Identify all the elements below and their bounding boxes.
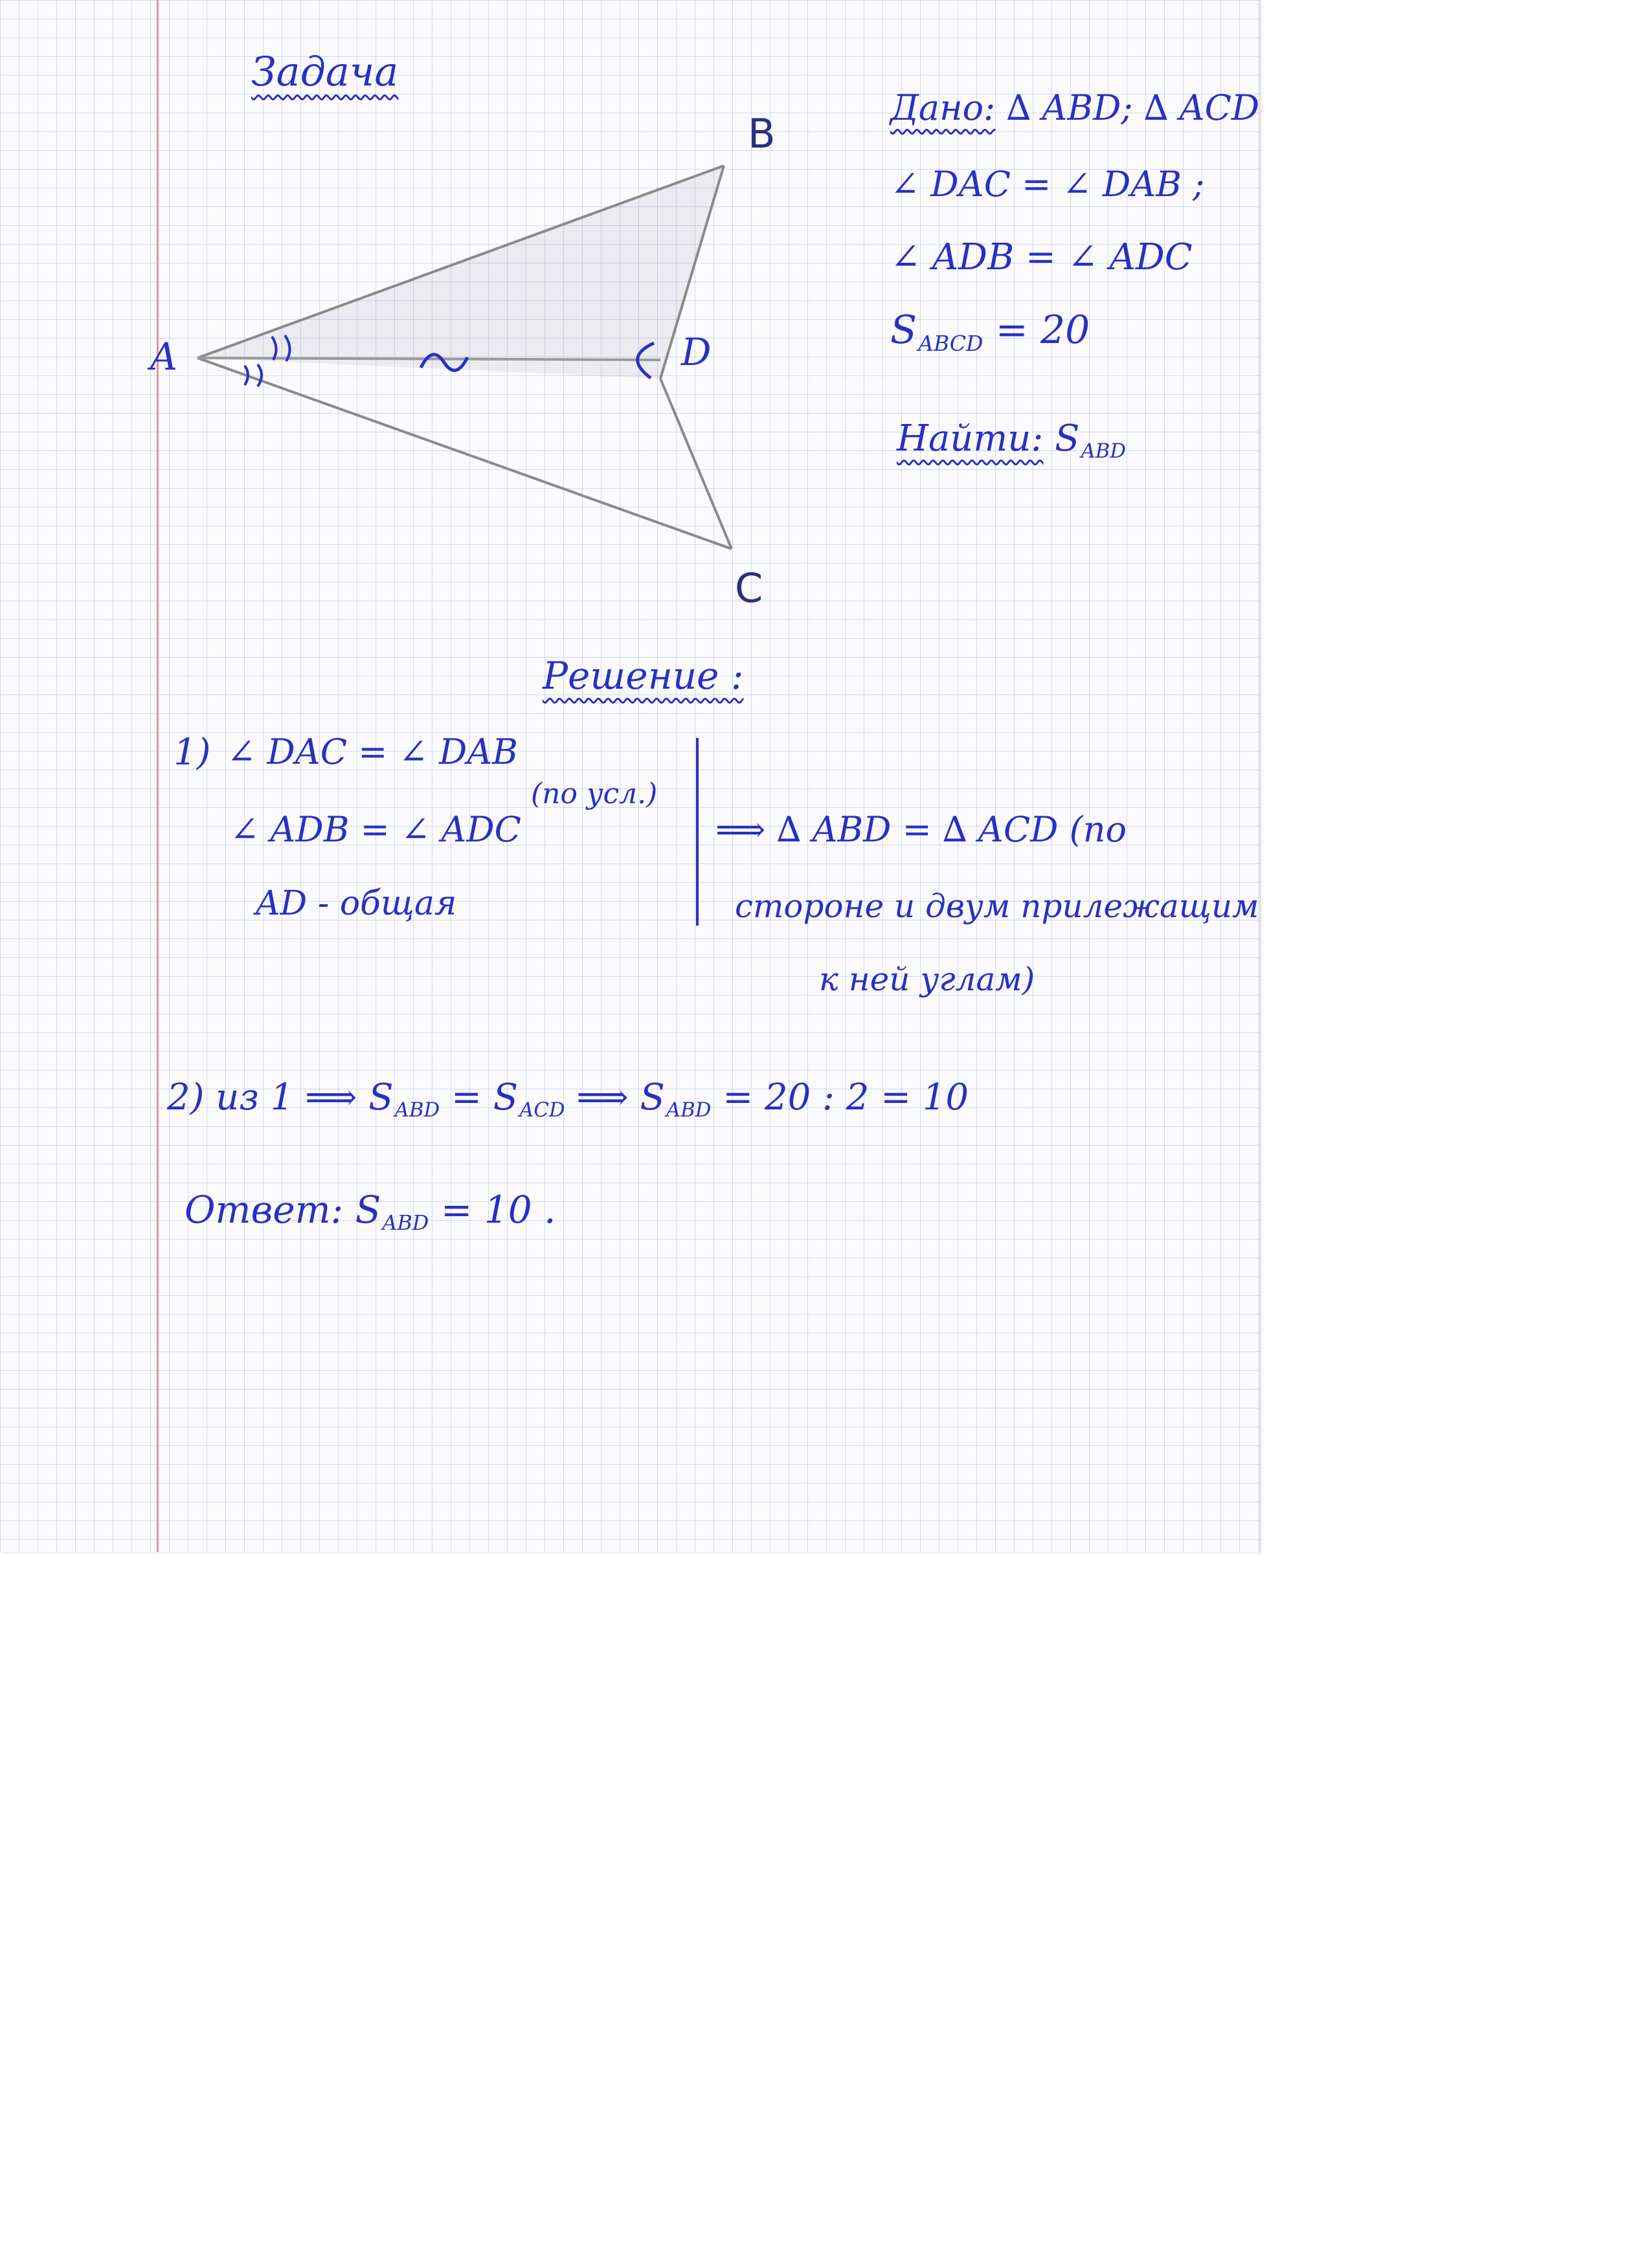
given-block bbox=[890, 87, 1260, 128]
given-area-sub: ABCD bbox=[918, 330, 983, 356]
given-area-s: S bbox=[890, 307, 917, 353]
solution-heading: Решение : bbox=[543, 654, 744, 698]
find-heading: Найти: bbox=[897, 417, 1044, 460]
answer-label: Ответ: bbox=[185, 1188, 344, 1232]
step1-result-line2: стороне и двум прилежащим bbox=[735, 887, 1259, 925]
find-sub: ABD bbox=[1081, 439, 1127, 463]
step2-result: = 20 : 2 = 10 bbox=[723, 1076, 969, 1118]
angle-mark-dac-2 bbox=[258, 364, 262, 386]
brace-line bbox=[696, 738, 699, 926]
vertex-label-b: B bbox=[748, 110, 776, 157]
answer-sub: ABD bbox=[382, 1210, 429, 1236]
vertex-label-c: C bbox=[735, 564, 763, 612]
step1-result-line1: ⟹ ∆ ABD = ∆ ACD (по bbox=[715, 809, 1127, 850]
given-angle-d: ∠ ADB = ∠ ADC bbox=[890, 236, 1193, 278]
step2-s2-sub: ACD bbox=[519, 1098, 565, 1122]
step1-line2: ∠ ADB = ∠ ADC bbox=[230, 809, 521, 850]
find-s: S bbox=[1055, 417, 1080, 460]
step2-s3-sub: ABD bbox=[666, 1098, 712, 1122]
answer-s: S bbox=[355, 1188, 381, 1232]
step1-line1: ∠ DAC = ∠ DAB bbox=[227, 731, 518, 772]
step2 bbox=[167, 1076, 969, 1122]
given-heading: Дано: bbox=[890, 87, 996, 128]
given-angle-a: ∠ DAC = ∠ DAB ; bbox=[890, 164, 1205, 205]
answer bbox=[185, 1188, 556, 1236]
step1-note: (по усл.) bbox=[531, 777, 658, 810]
step2-s3: S bbox=[640, 1076, 665, 1118]
step2-s1-sub: ABD bbox=[394, 1098, 440, 1122]
vertex-label-d: D bbox=[681, 330, 712, 374]
step2-eq: = bbox=[451, 1076, 493, 1118]
given-area-value: = 20 bbox=[995, 307, 1090, 353]
problem-title: Задача bbox=[251, 48, 399, 95]
vertex-label-a: A bbox=[150, 335, 177, 379]
segment-dc bbox=[660, 379, 732, 549]
step2-prefix: 2) из 1 ⟹ bbox=[167, 1076, 369, 1118]
step2-arrow: ⟹ bbox=[576, 1076, 640, 1118]
given-area bbox=[890, 307, 1090, 356]
step1-result-line3: к ней углам) bbox=[819, 961, 1035, 998]
given-triangles: ∆ ABD; ∆ ACD bbox=[1006, 87, 1260, 128]
step1-number: 1) bbox=[174, 731, 211, 773]
step2-s2: S bbox=[493, 1076, 519, 1118]
step2-s1: S bbox=[368, 1076, 394, 1118]
find-block bbox=[897, 417, 1127, 463]
answer-value: = 10 . bbox=[440, 1188, 556, 1232]
segment-ac bbox=[197, 358, 732, 549]
step1-line3: AD - общая bbox=[256, 884, 457, 923]
